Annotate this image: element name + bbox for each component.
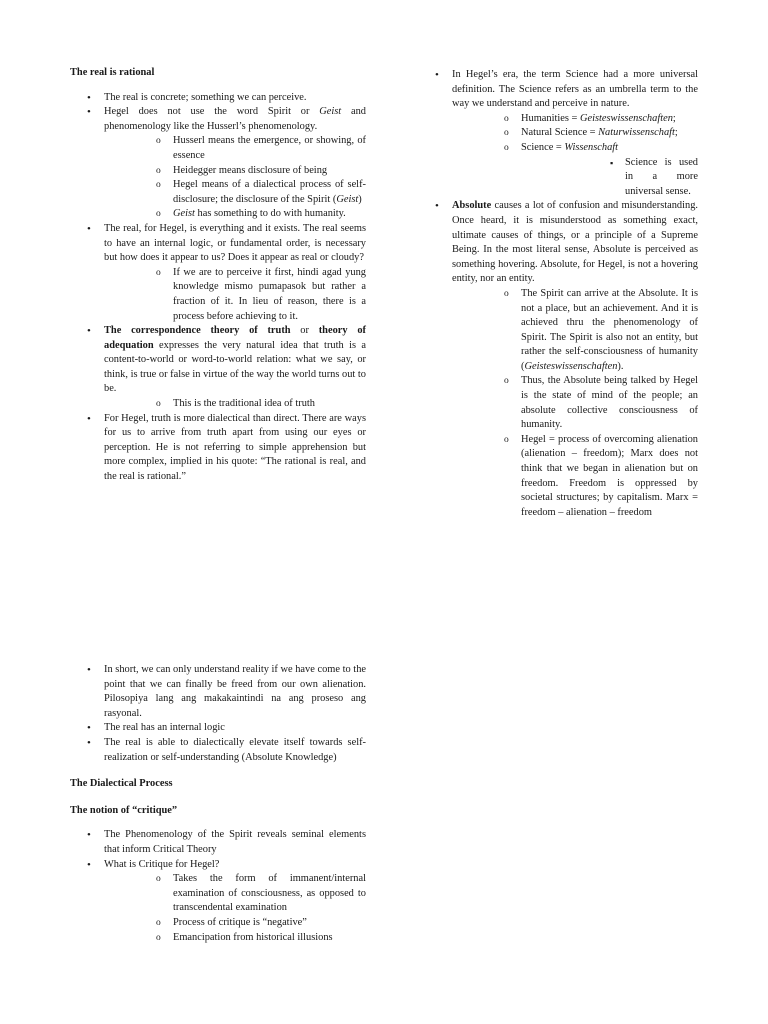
sub-bullet-perceive-first: o If we are to perceive it first, hindi agad yung knowledge mismo pumapasok but rather a fraction of it. In lieu of reason, there is a process before achieving to it. [104, 266, 366, 324]
sub-bullet-heidegger: o Heidegger means disclosure of being [104, 164, 366, 179]
sub-bullet-emancipation: o Emancipation from historical illusions [104, 931, 366, 946]
right-bullet-list [418, 68, 698, 520]
critique-bullet-list [70, 828, 366, 945]
sub-bullet-immanent-examination: o Takes the form of immanent/internal examination of consciousness, as opposed to transcendental examination [104, 872, 366, 916]
sub-bullet-traditional-truth: o This is the traditional idea of truth [104, 397, 366, 412]
tertiary-bullet-universal-sense: ▪ Science is used in a more universal sense. [521, 156, 698, 200]
left-column [70, 66, 366, 485]
bullet-real-concrete: • The real is concrete; something we can perceive. [70, 91, 366, 106]
section-heading-real-is-rational: The real is rational [70, 67, 155, 78]
left-lower-section [70, 663, 366, 945]
sub-bullet-spirit-absolute: o The Spirit can arrive at the Absolute. It is not a place, but an achievement. And it is achieved thru the phenomenology of Spirit. The Spirit is also not an entity, but rather the self-consciousness of humanity (Geisteswissenschaften). [452, 287, 698, 375]
sub-bullet-science: o Science = Wissenschaft ▪ Science is used in a more universal sense. [452, 141, 698, 199]
bullet-dialectical-elevate: • The real is able to dialectically elevate itself towards self-realization or self-understanding (Absolute Knowledge) [70, 736, 366, 765]
right-column [418, 68, 698, 520]
bullet-absolute: • Absolute causes a lot of confusion and misunderstanding. Once heard, it is misunderstood as something exact, ultimate causes of things, or a principle of a Supreme Being. In the most literal sense, Absolute is perceived as something hovering. Absolute, for Hegel, is not a hovering entity, nor an entity. o The Spirit can arrive at the Absolute. It is not a place, but an achievement. And it is achieved thru the phenomenology of Spirit. The Spirit is also not an entity, but rather the self-consciousness of humanity (Geisteswissenschaften). o Thus, the Absolute being talked by Hegel is the state of mind of the people; an absolute collective consciousness of humanity. o Hegel = process of overcoming alienation (alienation – freedom); Marx does not think that we began in alienation but on freedom. Freedom is oppressed by societal structures; by capitalism. Marx = freedom – alienation – freedom [418, 199, 698, 520]
sub-bullet-geist-humanity: o Geist has something to do with humanity. [104, 207, 366, 222]
sub-bullet-hegel-dialectical: o Hegel means of a dialectical process of self-disclosure; the disclosure of the Spirit (Geist) [104, 178, 366, 207]
bullet-internal-logic: • The real has an internal logic [70, 721, 366, 736]
sub-bullet-negative: o Process of critique is “negative” [104, 916, 366, 931]
bullet-in-short: • In short, we can only understand reality if we have come to the point that we can finally be freed from our own alienation. Pilosopiya lang ang makakaintindi na ang proseso ang rasyonal. [70, 663, 366, 721]
sub-bullet-humanities: o Humanities = Geisteswissenschaften; [452, 112, 698, 127]
section-heading-notion-of-critique: The notion of “critique” [70, 804, 178, 816]
bullet-truth-dialectical: • For Hegel, truth is more dialectical than direct. There are ways for us to arrive from truth apart from using our eyes or perception. He is not referring to simple apprehension but more complex, implied in his quote: “The rational is real, and the real is rational.” [70, 412, 366, 485]
section-heading-dialectical-process: The Dialectical Process [70, 778, 173, 790]
left-bullet-list [70, 91, 366, 485]
bullet-hegel-spirit: • Hegel does not use the word Spirit or Geist and phenomenology like the Husserl’s phenomenology. o Husserl means the emergence, or showing, of essence o Heidegger means disclosure of being o Hegel means of a dialectical process of self-disclosure; the disclosure of the Spirit (Geist) o Geist has something to do with humanity. [70, 105, 366, 222]
bullet-what-is-critique: • What is Critique for Hegel? o Takes the form of immanent/internal examination of consciousness, as opposed to transcendental examination o Process of critique is “negative” o Emancipation from historical illusions [70, 858, 366, 946]
lower-bullet-list [70, 663, 366, 765]
sub-bullet-overcoming-alienation: o Hegel = process of overcoming alienation (alienation – freedom); Marx does not think that we began in alienation but on freedom. Freedom is oppressed by societal structures; by capitalism. Marx = freedom – alienation – freedom [452, 433, 698, 521]
sub-bullet-natural-science: o Natural Science = Naturwissenschaft; [452, 126, 698, 141]
bullet-phenomenology-spirit: • The Phenomenology of the Spirit reveals seminal elements that inform Critical Theory [70, 828, 366, 857]
bullet-hegel-era-science: • In Hegel’s era, the term Science had a more universal definition. The Science refers as an umbrella term to the way we understand and perceive in nature. o Humanities = Geisteswissenschaften; o Natural Science = Naturwissenschaft; o Science = Wissenschaft ▪ Science is used in a more universal sense. [418, 68, 698, 199]
bullet-real-everything: • The real, for Hegel, is everything and it exists. The real seems to have an internal logic, or fundamental order, is necessary but how does it appear to us? Does it appear as real or cloudy? o If we are to perceive it first, hindi agad yung knowledge mismo pumapasok but rather a fraction of it. In lieu of reason, there is a process before achieving to it. [70, 222, 366, 324]
bullet-correspondence-theory: • The correspondence theory of truth or theory of adequation expresses the very natural idea that truth is a content-to-world or word-to-world relation: what we say, or think, is true or false in virtue of the way the world turns out to be. o This is the traditional idea of truth [70, 324, 366, 412]
sub-bullet-state-of-mind: o Thus, the Absolute being talked by Hegel is the state of mind of the people; an absolute collective consciousness of humanity. [452, 374, 698, 432]
sub-bullet-husserl: o Husserl means the emergence, or showing, of essence [104, 134, 366, 163]
